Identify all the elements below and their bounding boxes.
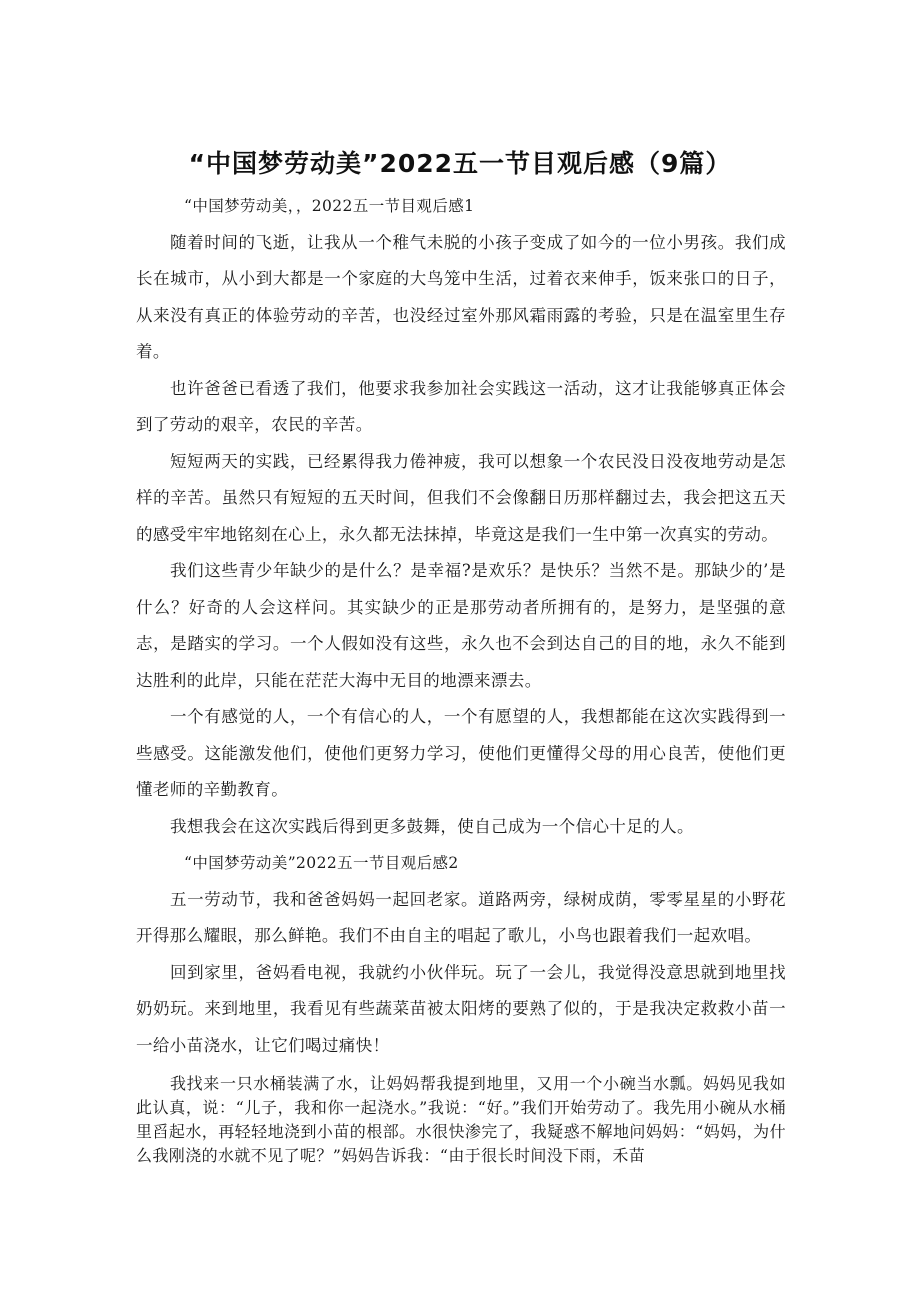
- paragraph: 五一劳动节，我和爸爸妈妈一起回老家。道路两旁，绿树成荫，零零星星的小野花开得那么耀眼，那么鲜艳。我们不由自主的唱起了歌儿，小鸟也跟着我们一起欢唱。: [136, 889, 786, 945]
- paragraph: 短短两天的实践，已经累得我力倦神疲，我可以想象一个农民没日没夜地劳动是怎样的辛苦。虽然只有短短的五天时间，但我们不会像翻日历那样翻过去，我会把这五天的感受牢牢地铭刻在心上，永久都无法抹掉，毕竟这是我们一生中第一次真实的劳动。: [136, 451, 786, 544]
- section-heading-2: “中国梦劳动美”2022五一节目观后感2: [184, 854, 459, 872]
- document-title: “中国梦劳动美”2022五一节目观后感（9篇）: [188, 149, 732, 178]
- paragraph: 随着时间的飞逝，让我从一个稚气未脱的小孩子变成了如今的一位小男孩。我们成长在城市，从小到大都是一个家庭的大鸟笼中生活，过着衣来伸手，饭来张口的日子，从来没有真正的体验劳动的辛苦，也没经过室外那风霜雨露的考验，只是在温室里生存着。: [136, 232, 786, 361]
- paragraph: 一个有感觉的人，一个有信心的人，一个有愿望的人，我想都能在这次实践得到一些感受。这能激发他们，使他们更努力学习，使他们更懂得父母的用心良苦，使他们更懂老师的辛勤教育。: [136, 707, 786, 799]
- paragraph: 我找来一只水桶装满了水，让妈妈帮我提到地里，又用一个小碗当水瓢。妈妈见我如此认真，说：“儿子，我和你一起浇水。”我说：“好。”我们开始劳动了。我先用小碗从水桶里舀起水，再轻轻地浇到小苗的根部。水很快渗完了，我疑惑不解地问妈妈：“妈妈，为什么我刚浇的水就不见了呢？”妈妈告诉我：“由于很长时间没下雨，禾苗: [136, 1074, 786, 1165]
- document-body: [136, 188, 786, 1168]
- paragraph: 回到家里，爸妈看电视，我就约小伙伴玩。玩了一会儿，我觉得没意思就到地里找奶奶玩。来到地里，我看见有些蔬菜苗被太阳烤的要熟了似的，于是我决定救救小苗一一给小苗浇水，让它们喝过痛快！: [136, 962, 786, 1055]
- paragraph: 我想我会在这次实践后得到更多鼓舞，使自己成为一个信心十足的人。: [170, 816, 694, 836]
- section-heading-1: “中国梦劳动美，，2022五一节目观后感1: [184, 197, 475, 215]
- paragraph: 我们这些青少年缺少的是什么？是幸福?是欢乐？是快乐？当然不是。那缺少的’是什么？好奇的人会这样问。其实缺少的正是那劳动者所拥有的，是努力，是坚强的意志，是踏实的学习。一个人假如没有这些，永久也不会到达自己的目的地，永久不能到达胜利的此岸，只能在茫茫大海中无目的地漂来漂去。: [136, 561, 786, 690]
- paragraph: 也许爸爸已看透了我们，他要求我参加社会实践这一活动，这才让我能够真正体会到了劳动的艰辛，农民的辛苦。: [136, 378, 786, 434]
